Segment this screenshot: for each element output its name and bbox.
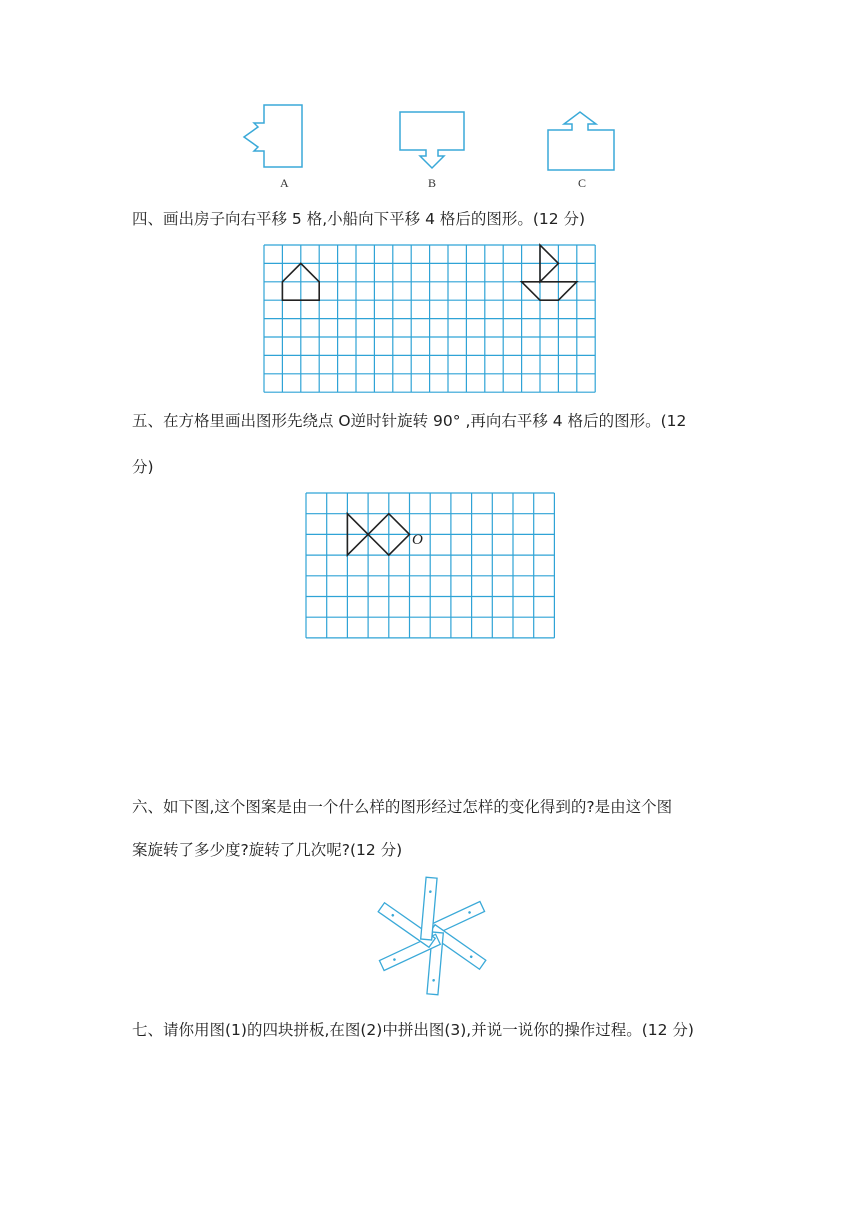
grid-question-5 (305, 492, 555, 639)
pinwheel-figure (362, 872, 502, 1002)
question-5-line-2: 分) (132, 458, 154, 476)
question-4-text: 四、画出房子向右平移 5 格,小船向下平移 4 格后的图形。(12 分) (132, 210, 586, 228)
rotation-point-o-label: O (412, 532, 423, 548)
shape-b-arrow-down (398, 110, 468, 180)
shape-b-label: B (428, 176, 437, 190)
grid-question-4 (263, 244, 597, 392)
shape-c-label: C (578, 176, 587, 190)
question-7-text: 七、请你用图(1)的四块拼板,在图(2)中拼出图(3),并说一说你的操作过程。(12 分) (132, 1021, 694, 1039)
shape-a-arrow-left (240, 103, 310, 173)
question-6-line-2: 案旋转了多少度?旋转了几次呢?(12 分) (132, 841, 403, 859)
shape-a-label: A (280, 176, 289, 190)
boat-hull (522, 282, 577, 300)
question-5-line-1: 五、在方格里画出图形先绕点 O逆时针旋转 90° ,再向右平移 4 格后的图形。(12 (132, 412, 687, 430)
question-6-line-1: 六、如下图,这个图案是由一个什么样的图形经过怎样的变化得到的?是由这个图 (132, 798, 673, 816)
shape-c-arrow-up (546, 110, 616, 180)
